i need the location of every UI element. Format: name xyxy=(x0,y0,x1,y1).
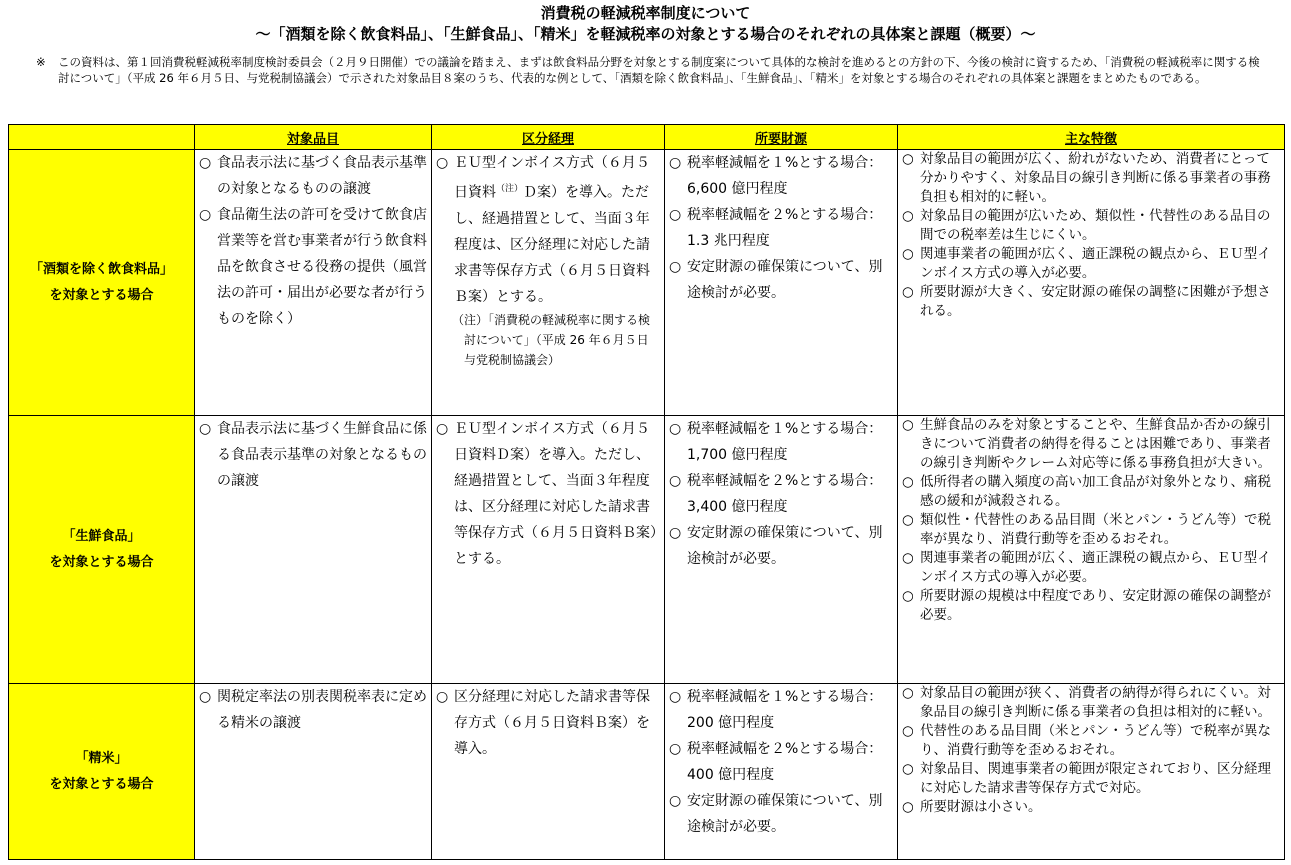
accounting-footnote: （注）「消費税の軽減税率に関する検討について」（平成 26 年６月５日 与党税制協議会） xyxy=(452,312,661,367)
list-item: 安定財源の確保策について、別途検討が必要。 xyxy=(687,525,883,567)
list-item: 対象品目の範囲が広く、紛れがないため、消費者にとって分かりやすく、対象品目の線引き判断に係る事業者の事務負担も相対的に軽い。 xyxy=(920,151,1271,205)
list-item: 安定財源の確保策について、別途検討が必要。 xyxy=(687,793,883,835)
table-row xyxy=(9,416,1285,684)
accounting-cell: ○ ＥＵ型インボイス方式（６月５日資料$^{(注)}$Ｄ案）を導入。ただし、経過措置として、当面３年程度は、区分経理に対応した請求書等保存方式（６月５日資料Ｂ案）とする。 （注）「消費税の軽減税率に関する検討について」（平成 26 年６月５日 与党税制協議会） xyxy=(432,150,665,416)
row-label xyxy=(9,416,195,684)
list-item: 関連事業者の範囲が広く、適正課税の観点から、ＥＵ型インボイス方式の導入が必要。 xyxy=(920,246,1271,281)
list-item: 区分経理に対応した請求書等保存方式（６月５日資料Ｂ案）を導入。 xyxy=(454,689,650,757)
table-row xyxy=(9,684,1285,860)
list-item: 税率軽減幅を１%とする場合：6,600 億円程度 xyxy=(687,155,883,197)
list-item: 対象品目の範囲が広いため、類似性・代替性のある品目の間での税率差は生じにくい。 xyxy=(920,208,1271,243)
header-empty xyxy=(9,125,195,150)
list-item: 所要財源は小さい。 xyxy=(920,799,1042,815)
note-text: この資料は、第１回消費税軽減税率制度検討委員会（２月９日開催）での議論を踏まえ、まずは飲食料品分野を対象とする制度案について具体的な検討を進めるとの方針の下、今後の検討に資するため、「消費税の軽減税率に関する検討について」（平成 26 年６月５日、与党税制協議会）で示された対象品目８案のうち、代表的な例として、「酒類を除く飲食料品」、「生鮮食品」、「精米」を対象とする場合のそれぞれの具体案と課題をまとめたものである。 xyxy=(58,55,1260,85)
header-row xyxy=(9,125,1285,150)
table-row xyxy=(9,150,1285,416)
features-cell: ○ 対象品目の範囲が狭く、消費者の納得が得られにくい。対象品目の線引き判断に係る事業者の負担は相対的に軽い。 ○ 代替性のある品目間（米とパン・うどん等）で税率が異なり、消費行動等を歪めるおそれ。 ○ 対象品目、関連事業者の範囲が限定されており、区分経理に対応した請求書等保存方式で対応。 ○ 所要財源は小さい。 xyxy=(898,684,1285,860)
row-label xyxy=(9,684,195,860)
list-item: 生鮮食品のみを対象とすることや、生鮮食品か否かの線引きについて消費者の納得を得ることは困難であり、事業者の線引き判断やクレーム対応等に係る事務負担が大きい。 xyxy=(920,417,1271,471)
header-target-items: 対象品目 xyxy=(195,125,432,150)
list-item: 対象品目の範囲が狭く、消費者の納得が得られにくい。対象品目の線引き判断に係る事業者の負担は相対的に軽い。 xyxy=(920,685,1271,720)
page-title: 消費税の軽減税率制度について xyxy=(540,4,751,22)
list-item: 類似性・代替性のある品目間（米とパン・うどん等）で税率が異なり、消費行動等を歪めるおそれ。 xyxy=(920,512,1271,547)
list-item: 税率軽減幅を２%とする場合：1.3 兆円程度 xyxy=(687,207,883,249)
list-item: 税率軽減幅を２%とする場合：3,400 億円程度 xyxy=(687,473,883,515)
list-item: 税率軽減幅を１%とする場合：1,700 億円程度 xyxy=(687,421,883,463)
finance-cell: ○ 税率軽減幅を１%とする場合：1,700 億円程度 ○ 税率軽減幅を２%とする場合：3,400 億円程度 ○ 安定財源の確保策について、別途検討が必要。 xyxy=(665,416,898,684)
header-features: 主な特徴 xyxy=(898,125,1285,150)
intro-note xyxy=(36,55,1261,86)
target-items-cell: ○ 食品表示法に基づく食品表示基準の対象となるものの譲渡 ○ 食品衛生法の許可を受けて飲食店営業等を営む事業者が行う飲食料品を飲食させる役務の提供（風営法の許可・届出が必要な者が行うものを除く） xyxy=(195,150,432,416)
row-label-line1: 「生鮮食品」 xyxy=(62,528,141,544)
features-cell: ○ 生鮮食品のみを対象とすることや、生鮮食品か否かの線引きについて消費者の納得を得ることは困難であり、事業者の線引き判断やクレーム対応等に係る事務負担が大きい。 ○ 低所得者の購入頻度の高い加工食品が対象外となり、痛税感の緩和が減殺される。 ○ 類似性・代替性のある品目間（米とパン・うどん等）で税率が異なり、消費行動等を歪めるおそれ。 ○ 関連事業者の範囲が広く、適正課税の観点から、ＥＵ型インボイス方式の導入が必要。 ○ 所要財源の規模は中程度であり、安定財源の確保の調整が必要。 xyxy=(898,416,1285,684)
note-mark: ※ xyxy=(36,55,46,69)
target-items-cell: ○ 関税定率法の別表関税率表に定める精米の譲渡 xyxy=(195,684,432,860)
features-cell: ○ 対象品目の範囲が広く、紛れがないため、消費者にとって分かりやすく、対象品目の線引き判断に係る事業者の事務負担も相対的に軽い。 ○ 対象品目の範囲が広いため、類似性・代替性のある品目の間での税率差は生じにくい。 ○ 関連事業者の範囲が広く、適正課税の観点から、ＥＵ型インボイス方式の導入が必要。 ○ 所要財源が大きく、安定財源の確保の調整に困難が予想される。 xyxy=(898,150,1285,416)
row-label-line2: を対象とする場合 xyxy=(49,554,154,570)
accounting-cell: ○ ＥＵ型インボイス方式（６月５日資料Ｄ案）を導入。ただし、経過措置として、当面３年程度は、区分経理に対応した請求書等保存方式（６月５日資料Ｂ案）とする。 xyxy=(432,416,665,684)
row-label-line1: 「酒類を除く飲食料品」 xyxy=(29,261,173,277)
list-item: 関税定率法の別表関税率表に定める精米の譲渡 xyxy=(217,689,427,731)
target-items-cell: ○ 食品表示法に基づく生鮮食品に係る食品表示基準の対象となるものの譲渡 xyxy=(195,416,432,684)
list-item: 所要財源が大きく、安定財源の確保の調整に困難が予想される。 xyxy=(920,284,1271,319)
list-item: 対象品目、関連事業者の範囲が限定されており、区分経理に対応した請求書等保存方式で対応。 xyxy=(920,761,1271,796)
list-item: 関連事業者の範囲が広く、適正課税の観点から、ＥＵ型インボイス方式の導入が必要。 xyxy=(920,550,1271,585)
row-label-line2: を対象とする場合 xyxy=(49,287,154,303)
list-item: 食品表示法に基づく食品表示基準の対象となるものの譲渡 xyxy=(217,155,427,197)
list-item: 食品衛生法の許可を受けて飲食店営業等を営む事業者が行う飲食料品を飲食させる役務の提供（風営法の許可・届出が必要な者が行うものを除く） xyxy=(217,207,427,327)
list-item: 所要財源の規模は中程度であり、安定財源の確保の調整が必要。 xyxy=(920,588,1271,623)
comparison-table xyxy=(8,124,1285,860)
header-finance: 所要財源 xyxy=(665,125,898,150)
page-subtitle: ～「酒類を除く飲食料品」、「生鮮食品」、「精米」を軽減税率の対象とする場合のそれぞれの具体案と課題（概要）～ xyxy=(255,25,1036,43)
list-item: ＥＵ型インボイス方式（６月５日資料$^{(注)}$Ｄ案）を導入。ただし、経過措置として、当面３年程度は、区分経理に対応した請求書等保存方式（６月５日資料Ｂ案）とする。 xyxy=(454,155,650,305)
list-item: 税率軽減幅を１%とする場合：200 億円程度 xyxy=(687,689,883,731)
list-item: 税率軽減幅を２%とする場合：400 億円程度 xyxy=(687,741,883,783)
list-item: 低所得者の購入頻度の高い加工食品が対象外となり、痛税感の緩和が減殺される。 xyxy=(920,474,1271,509)
finance-cell: ○ 税率軽減幅を１%とする場合：200 億円程度 ○ 税率軽減幅を２%とする場合：400 億円程度 ○ 安定財源の確保策について、別途検討が必要。 xyxy=(665,684,898,860)
list-item: 食品表示法に基づく生鮮食品に係る食品表示基準の対象となるものの譲渡 xyxy=(217,421,427,489)
list-item: 安定財源の確保策について、別途検討が必要。 xyxy=(687,259,883,301)
row-label-line2: を対象とする場合 xyxy=(49,776,154,792)
list-item: ＥＵ型インボイス方式（６月５日資料Ｄ案）を導入。ただし、経過措置として、当面３年程度は、区分経理に対応した請求書等保存方式（６月５日資料Ｂ案）とする。 xyxy=(454,421,657,567)
list-item: 代替性のある品目間（米とパン・うどん等）で税率が異なり、消費行動等を歪めるおそれ。 xyxy=(920,723,1271,758)
accounting-cell: ○ 区分経理に対応した請求書等保存方式（６月５日資料Ｂ案）を導入。 xyxy=(432,684,665,860)
row-label-line1: 「精米」 xyxy=(75,750,128,766)
row-label xyxy=(9,150,195,416)
header-accounting: 区分経理 xyxy=(432,125,665,150)
finance-cell: ○ 税率軽減幅を１%とする場合：6,600 億円程度 ○ 税率軽減幅を２%とする場合：1.3 兆円程度 ○ 安定財源の確保策について、別途検討が必要。 xyxy=(665,150,898,416)
